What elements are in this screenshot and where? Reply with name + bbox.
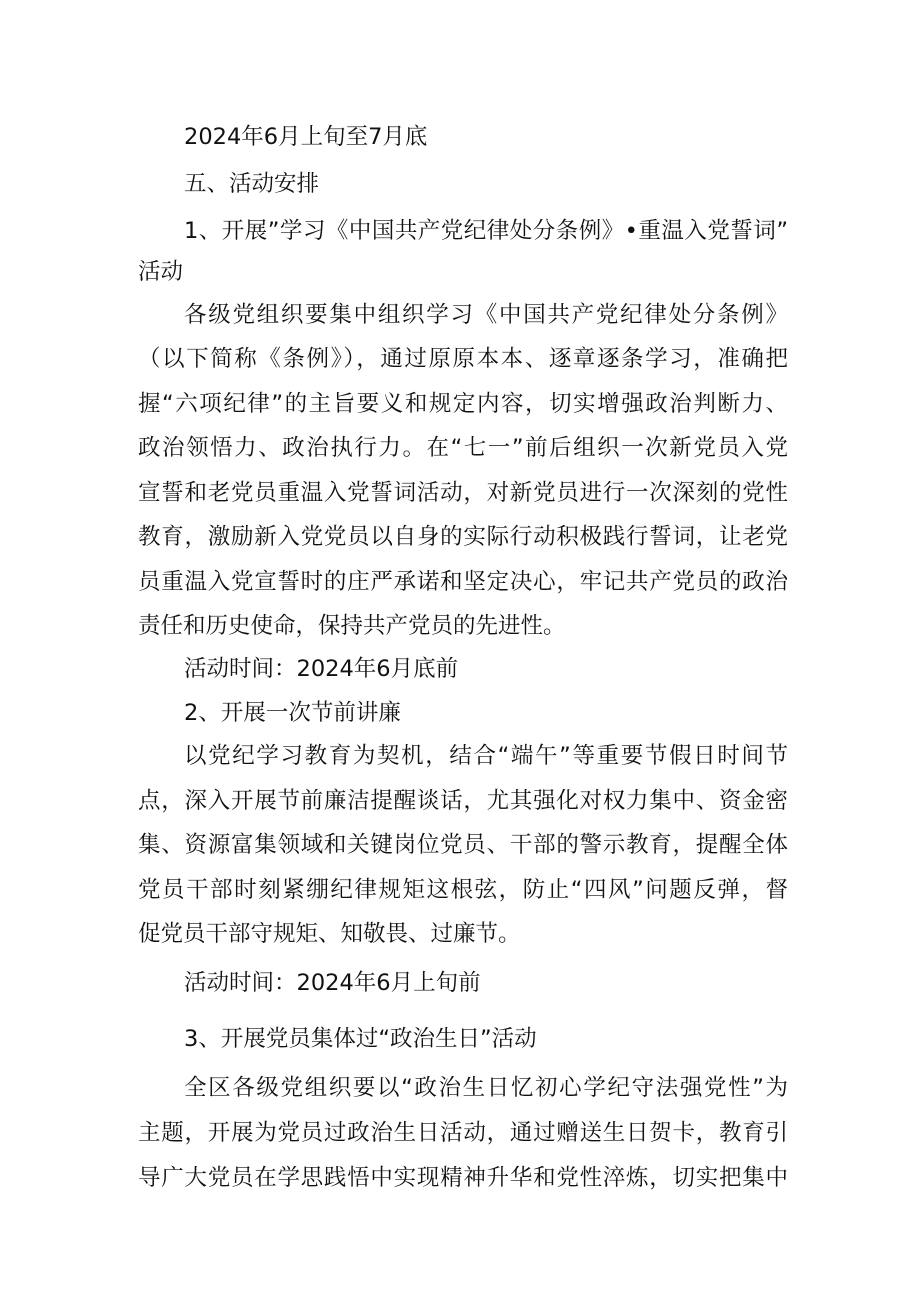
paragraph-1-line-3: 握“六项纪律”的主旨要义和规定内容，切实增强政治判断力、 (138, 391, 788, 417)
paragraph-3-line-1: 全区各级党组织要以“政治生日忆初心学纪守法强党性”为 (184, 1075, 788, 1101)
paragraph-1-line-1: 各级党组织要集中组织学习《中国共产党纪律处分条例》 (184, 302, 788, 328)
item-heading-1: 1、开展”学习《中国共产党纪律处分条例》•重温入党誓词” (184, 218, 788, 244)
paragraph-2-line-3: 集、资源富集领域和关键岗位党员、干部的警示教育，提醒全体 (138, 832, 788, 858)
item-heading-3: 3、开展党员集体过“政治生日”活动 (184, 1026, 537, 1052)
paragraph-2-line-2: 点，深入开展节前廉洁提醒谈话，尤其强化对权力集中、资金密 (138, 788, 788, 814)
paragraph-1-line-8: 责任和历史使命，保持共产党员的先进性。 (138, 613, 566, 639)
paragraph-3-line-2: 主题，开展为党员过政治生日活动，通过赠送生日贺卡，教育引 (138, 1120, 788, 1146)
activity-time-1: 活动时间：2024年6月底前 (184, 656, 459, 682)
item-heading-1-cont: 活动 (138, 259, 184, 285)
paragraph-3-line-3: 导广大党员在学思践悟中实现精神升华和党性淬炼，切实把集中 (138, 1165, 788, 1191)
paragraph-1-line-4: 政治领悟力、政治执行力。在“七一”前后组织一次新党员入党 (138, 435, 788, 461)
paragraph-1-line-6: 教育，激励新入党党员以自身的实际行动积极践行誓词，让老党 (138, 524, 788, 550)
paragraph-1-line-5: 宣誓和老党员重温入党誓词活动，对新党员进行一次深刻的党性 (138, 480, 788, 506)
paragraph-1-line-7: 员重温入党宣誓时的庄严承诺和坚定决心，牢记共产党员的政治 (138, 569, 788, 595)
item-heading-2: 2、开展一次节前讲廉 (184, 700, 401, 726)
paragraph-1-line-2: （以下简称《条例》），通过原原本本、逐章逐条学习，准确把 (138, 346, 788, 372)
section-heading-activity-arrangement: 五、活动安排 (184, 171, 320, 197)
paragraph-2-line-5: 促党员干部守规矩、知敬畏、过廉节。 (138, 921, 521, 947)
text-line-timeframe: 2024年6月上旬至7月底 (184, 124, 428, 150)
activity-time-2: 活动时间：2024年6月上旬前 (184, 970, 481, 996)
paragraph-2-line-1: 以党纪学习教育为契机，结合“端午”等重要节假日时间节 (184, 743, 788, 769)
paragraph-2-line-4: 党员干部时刻紧绷纪律规矩这根弦，防止“四风”问题反弹，督 (138, 877, 788, 903)
